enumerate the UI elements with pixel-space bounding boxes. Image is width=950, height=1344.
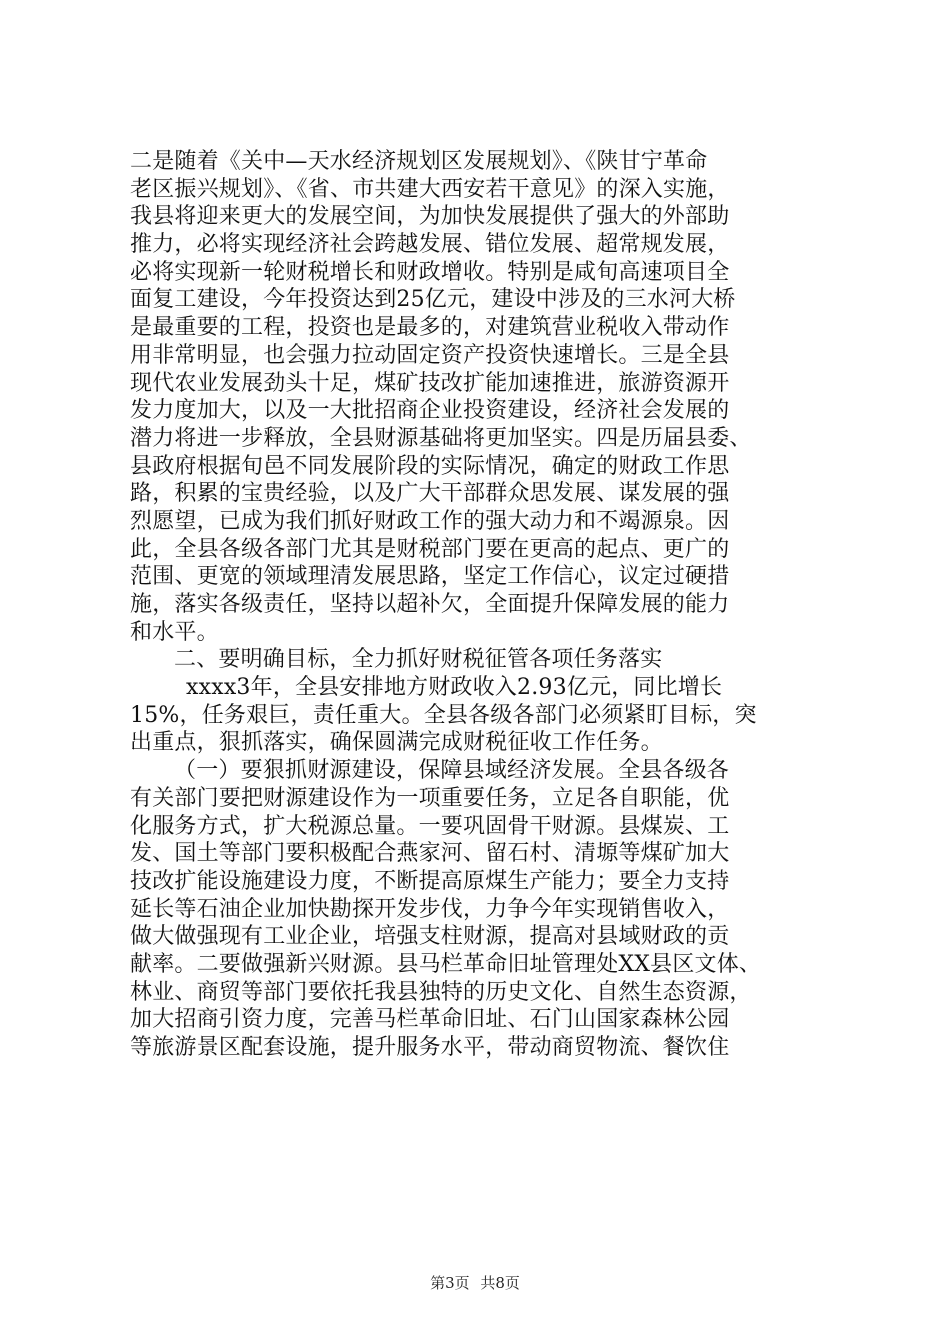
text-line: 必将实现新一轮财税增长和财政增收。特别是咸旬高速项目全: [130, 259, 730, 285]
text-line: 有关部门要把财源建设作为一项重要任务，立足各自职能，优: [130, 785, 730, 811]
text-line: 推力，必将实现经济社会跨越发展、错位发展、超常规发展，: [130, 232, 730, 258]
text-line: 潜力将进一步释放，全县财源基础将更加坚实。四是历届县委、: [130, 425, 752, 451]
text-line: 技改扩能设施建设力度，不断提高原煤生产能力；要全力支持: [130, 868, 730, 894]
text-line: 烈愿望，已成为我们抓好财政工作的强大动力和不竭源泉。因: [130, 508, 730, 534]
text-line: 二是随着《关中—天水经济规划区发展规划》、《陕甘宁革命: [130, 149, 708, 174]
text-line: 献率。二要做强新兴财源。县马栏革命旧址管理处XX县区文体、: [130, 951, 762, 977]
text-line: 范围、更宽的领域理清发展思路，坚定工作信心，议定过硬措: [130, 564, 730, 590]
page-total: 共8页: [480, 1274, 520, 1292]
text-line: 路，积累的宝贵经验，以及广大干部群众思发展、谋发展的强: [130, 481, 730, 507]
text-line: 我县将迎来更大的发展空间，为加快发展提供了强大的外部助: [130, 204, 730, 230]
text-line: 林业、商贸等部门要依托我县独特的历史文化、自然生态资源，: [130, 979, 752, 1005]
text-line: 是最重要的工程，投资也是最多的，对建筑营业税收入带动作: [130, 315, 730, 341]
body-text: [130, 148, 830, 1062]
text-line: 15%，任务艰巨，责任重大。全县各级各部门必须紧盯目标，突: [130, 702, 757, 728]
text-line: 县政府根据旬邑不同发展阶段的实际情况，确定的财政工作思: [130, 453, 730, 479]
text-line: 加大招商引资力度，完善马栏革命旧址、石门山国家森林公园: [130, 1007, 730, 1033]
text-line: 发、国土等部门要积极配合燕家河、留石村、清塬等煤矿加大: [130, 841, 730, 867]
subsection-heading: （一）要狠抓财源建设，保障县域经济发展。全县各级各: [174, 758, 730, 784]
text-line: 做大做强现有工业企业，培强支柱财源，提高对县域财政的贡: [130, 924, 730, 950]
text-line: 化服务方式，扩大税源总量。一要巩固骨干财源。县煤炭、工: [130, 813, 730, 839]
text-line: 和水平。: [130, 619, 219, 645]
text-line: 施，落实各级责任，坚持以超补欠，全面提升保障发展的能力: [130, 592, 730, 617]
page-footer: [0, 1272, 950, 1293]
text-line: 此，全县各级各部门尤其是财税部门要在更高的起点、更广的: [130, 536, 730, 562]
text-line: 现代农业发展劲头十足，煤矿技改扩能加速推进，旅游资源开: [130, 370, 730, 396]
section-heading: 二、要明确目标，全力抓好财税征管各项任务落实: [174, 647, 663, 673]
text-line: 出重点，狠抓落实，确保圆满完成财税征收工作任务。: [130, 730, 663, 756]
text-line: 老区振兴规划》、《省、市共建大西安若干意见》的深入实施，: [130, 176, 730, 202]
page-number: 第3页: [430, 1274, 470, 1292]
text-line: 延长等石油企业加快勘探开发步伐，力争今年实现销售收入，: [130, 896, 730, 922]
text-line: 面复工建设，今年投资达到25亿元，建设中涉及的三水河大桥: [130, 287, 736, 313]
text-line: xxxx3年，全县安排地方财政收入2.93亿元，同比增长: [186, 675, 723, 701]
text-line: 用非常明显，也会强力拉动固定资产投资快速增长。三是全县: [130, 342, 730, 368]
text-line: 发力度加大，以及一大批招商企业投资建设，经济社会发展的: [130, 398, 730, 424]
text-line: 等旅游景区配套设施，提升服务水平，带动商贸物流、餐饮住: [130, 1035, 730, 1060]
